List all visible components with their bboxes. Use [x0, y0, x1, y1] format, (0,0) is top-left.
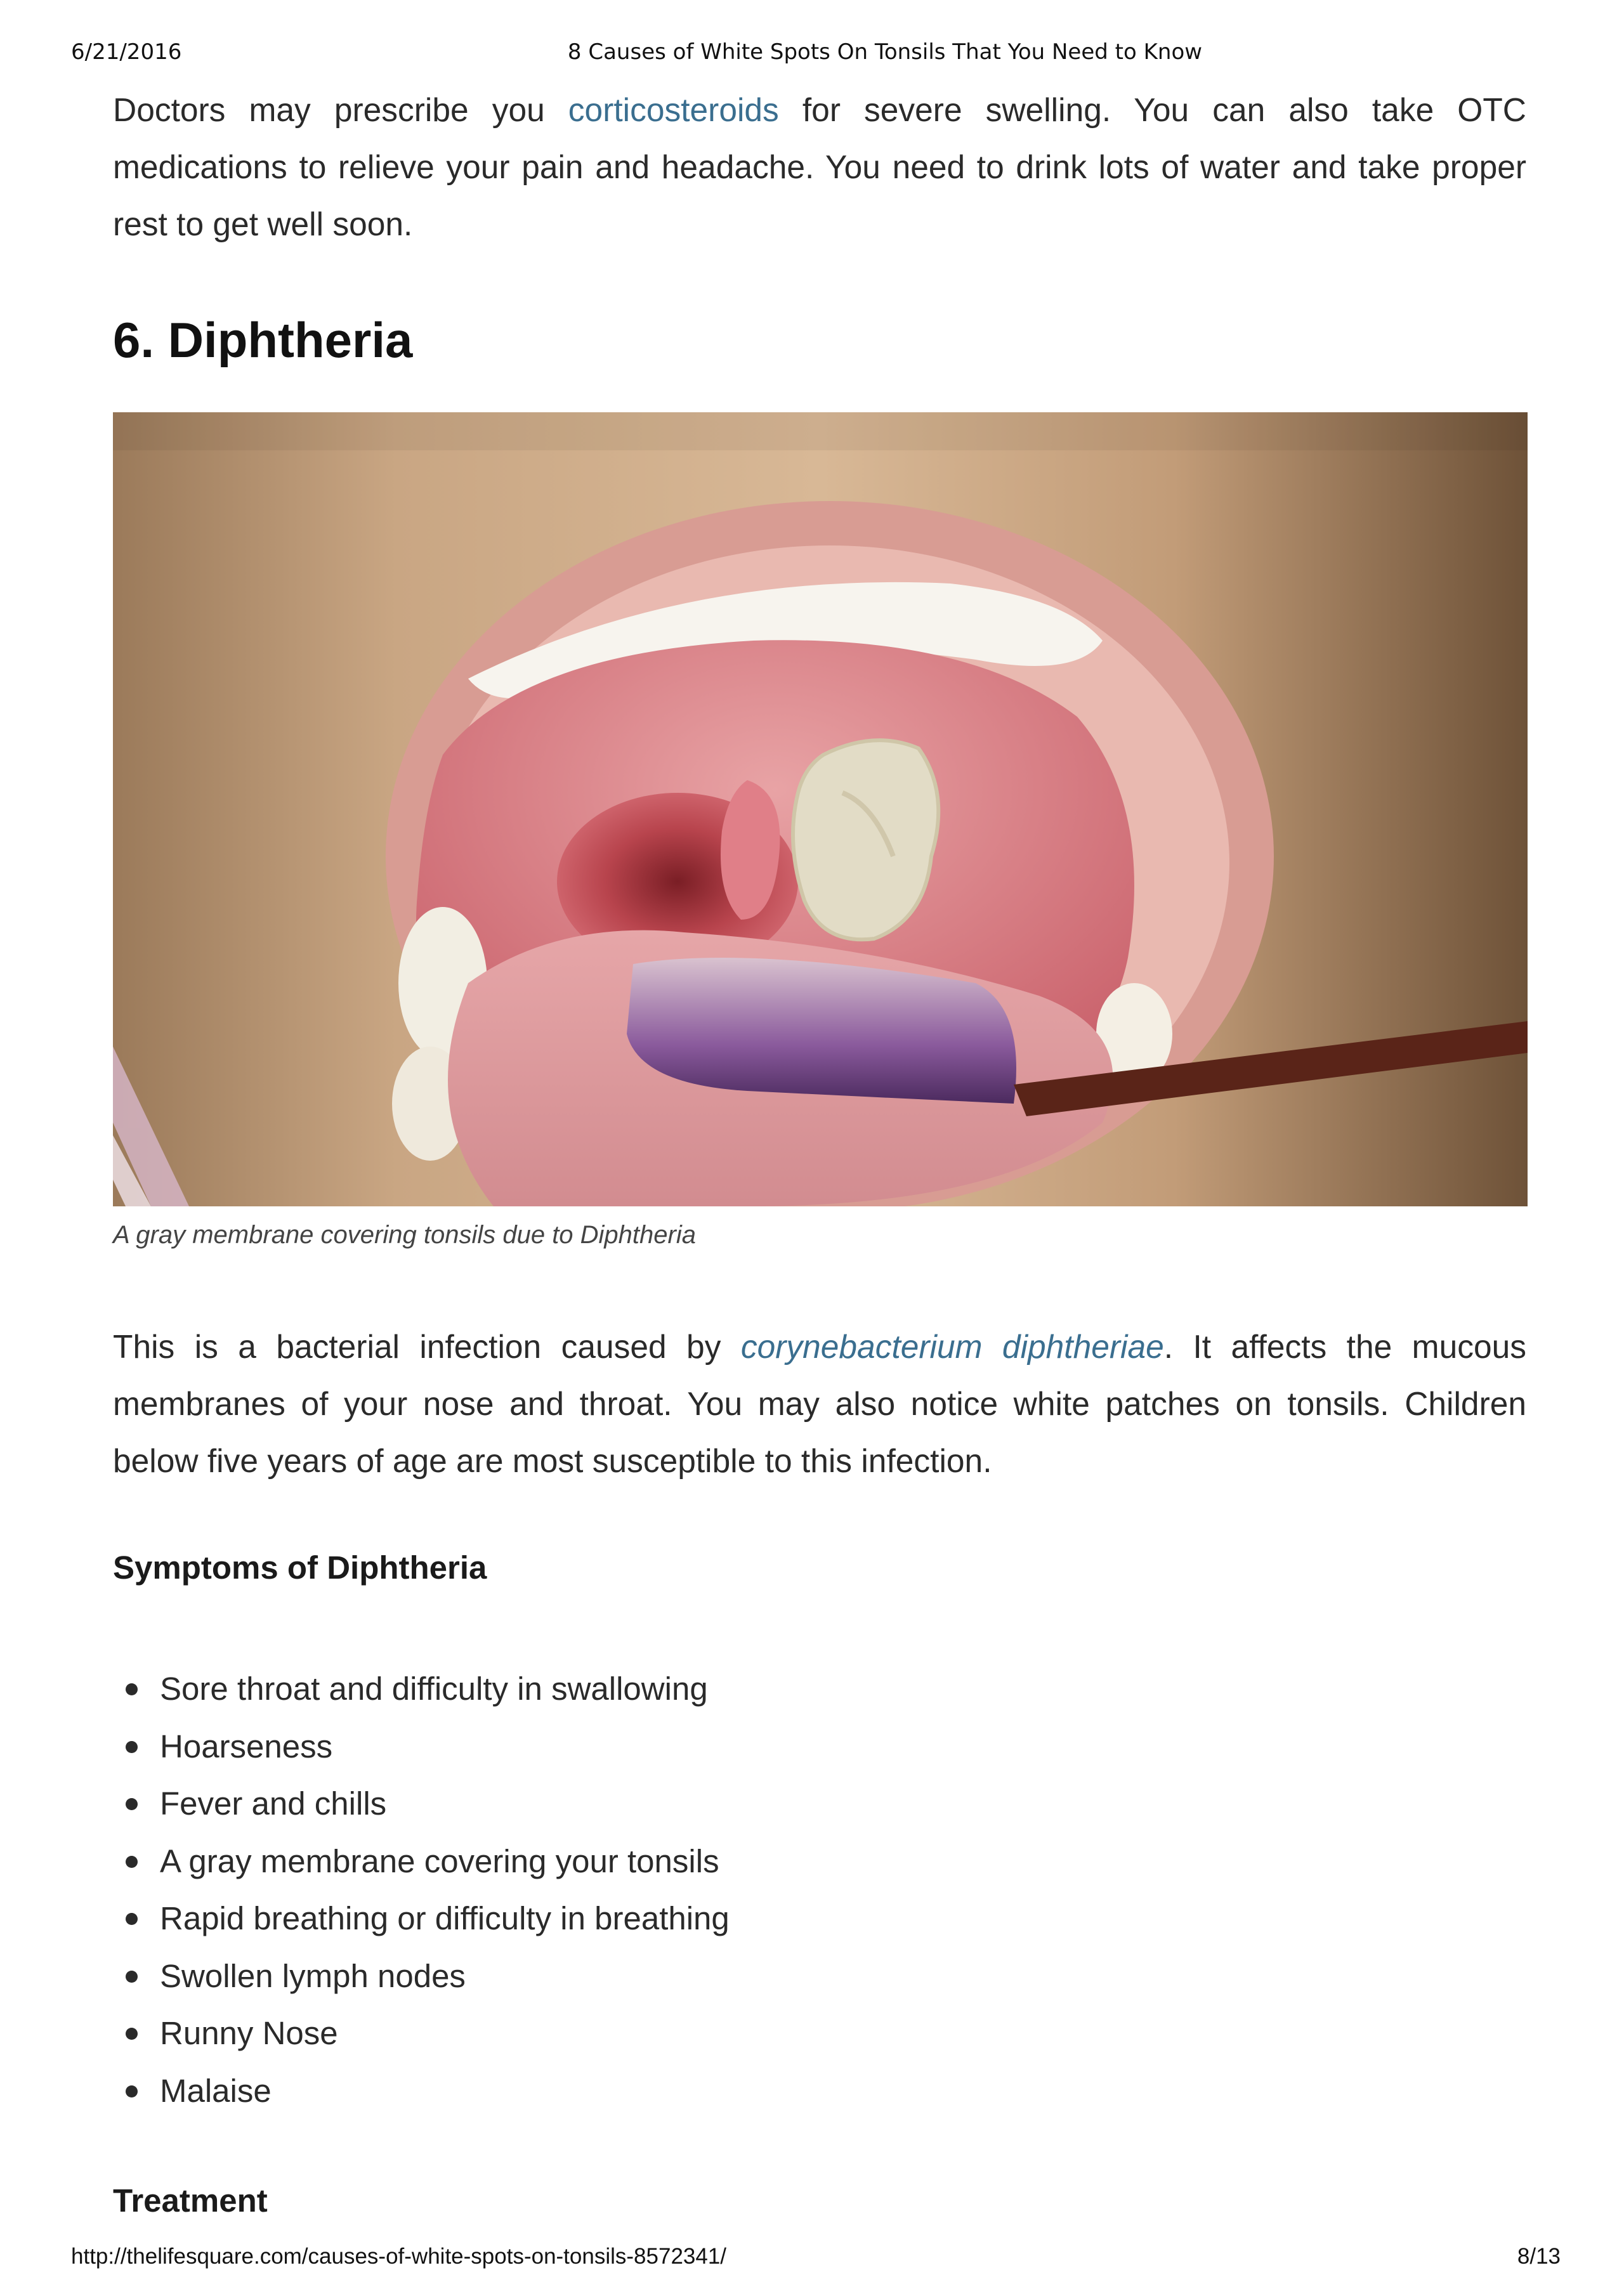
diphtheria-photo	[113, 412, 1528, 1206]
symptom-text: Runny Nose	[160, 2015, 338, 2051]
symptom-text: A gray membrane covering your tonsils	[160, 1843, 719, 1879]
description-text-end: . It affects the mucous membranes of your nose and throat. You may also notice white patches on tonsils. Children below five years of age are most susceptible to this infection.	[113, 1328, 1526, 1479]
bullet-icon	[126, 1971, 138, 1983]
list-item	[113, 1660, 730, 1718]
intro-paragraph	[113, 81, 1526, 252]
corynebacterium-link[interactable]: corynebacterium diphtheriae	[740, 1328, 1164, 1365]
description-paragraph	[113, 1318, 1526, 1489]
bullet-icon	[126, 2028, 138, 2040]
bullet-icon	[126, 1798, 138, 1810]
list-item	[113, 2005, 730, 2063]
list-item	[113, 2063, 730, 2120]
list-item	[113, 1890, 730, 1948]
print-page-title: 8 Causes of White Spots On Tonsils That You Need to Know	[567, 39, 1203, 65]
bullet-icon	[126, 1741, 138, 1753]
treatment-heading: Treatment	[113, 2182, 268, 2219]
symptom-text: Hoarseness	[160, 1728, 333, 1764]
description-text-start: This is a bacterial infection caused by	[113, 1328, 741, 1365]
list-item	[113, 1948, 730, 2006]
intro-text-end: for severe swelling. You can also take OTC medications to relieve your pain and headache. You need to drink lots of water and take proper rest to get well soon.	[113, 91, 1526, 242]
bullet-icon	[126, 2085, 138, 2097]
bullet-icon	[126, 1856, 138, 1868]
symptom-text: Fever and chills	[160, 1785, 387, 1822]
symptom-text: Malaise	[160, 2072, 272, 2109]
symptoms-heading: Symptoms of Diphtheria	[113, 1549, 487, 1586]
bullet-icon	[126, 1683, 138, 1695]
intro-paragraph-block	[113, 81, 1526, 252]
symptom-text: Sore throat and difficulty in swallowing	[160, 1671, 708, 1707]
page-number: 8/13	[1517, 2244, 1561, 2269]
intro-text-start: Doctors may prescribe you	[113, 91, 568, 128]
list-item	[113, 1833, 730, 1891]
symptoms-list	[113, 1660, 730, 2120]
description-paragraph-block	[113, 1318, 1526, 1489]
section-heading: 6. Diphtheria	[113, 312, 413, 368]
open-mouth-illustration	[113, 412, 1528, 1206]
list-item	[113, 1718, 730, 1776]
corticosteroids-link[interactable]: corticosteroids	[568, 91, 779, 128]
image-caption: A gray membrane covering tonsils due to Diphtheria	[113, 1221, 696, 1249]
symptom-text: Rapid breathing or difficulty in breathing	[160, 1900, 730, 1936]
list-item	[113, 1775, 730, 1833]
symptom-text: Swollen lymph nodes	[160, 1957, 466, 1994]
print-url: http://thelifesquare.com/causes-of-white-spots-on-tonsils-8572341/	[71, 2244, 727, 2269]
bullet-icon	[126, 1913, 138, 1925]
print-date: 6/21/2016	[71, 39, 182, 65]
